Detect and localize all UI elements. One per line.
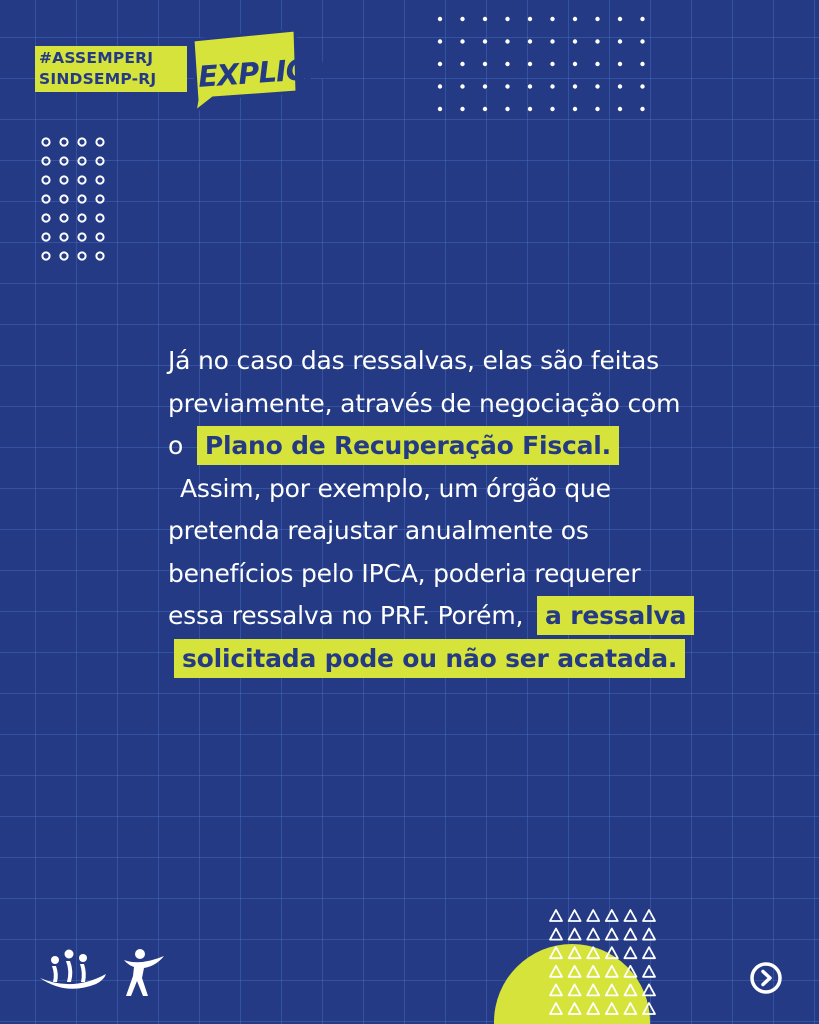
dot <box>640 62 644 66</box>
triangle <box>550 1003 562 1014</box>
dot <box>595 107 599 111</box>
ring <box>78 214 85 221</box>
dot <box>550 17 554 21</box>
triangle <box>606 947 618 958</box>
ring <box>78 138 85 145</box>
triangle <box>550 966 562 977</box>
triangle <box>624 1003 636 1014</box>
dot <box>595 62 599 66</box>
dot <box>640 107 644 111</box>
ring <box>42 157 49 164</box>
triangle <box>624 966 636 977</box>
triangle <box>550 910 562 921</box>
triangle <box>643 966 655 977</box>
dot <box>640 39 644 43</box>
people-group-logo-icon <box>38 946 168 998</box>
ring <box>42 233 49 240</box>
dot <box>528 62 532 66</box>
dot <box>550 62 554 66</box>
triangle <box>587 910 599 921</box>
triangle <box>587 984 599 995</box>
triangle <box>624 984 636 995</box>
hashtag-label: #ASSEMPERJ <box>39 49 154 67</box>
dot <box>483 62 487 66</box>
triangle <box>643 947 655 958</box>
triangle-grid-icon <box>548 908 664 1024</box>
dot <box>528 39 532 43</box>
dot <box>640 84 644 88</box>
ring <box>60 195 67 202</box>
chevron-right-circle-icon[interactable] <box>749 961 783 995</box>
ring <box>96 176 103 183</box>
dot <box>528 84 532 88</box>
ring <box>60 233 67 240</box>
ring <box>96 195 103 202</box>
dot <box>460 107 464 111</box>
dot <box>438 39 442 43</box>
union-label: SINDSEMP-RJ <box>39 70 157 88</box>
triangle <box>550 984 562 995</box>
triangle <box>643 929 655 940</box>
ring <box>78 252 85 259</box>
dot <box>618 39 622 43</box>
triangle <box>643 984 655 995</box>
body-text <box>168 340 688 680</box>
dot <box>550 107 554 111</box>
ring <box>60 138 67 145</box>
dot <box>573 17 577 21</box>
ring <box>78 233 85 240</box>
ring <box>60 176 67 183</box>
dot <box>573 39 577 43</box>
triangle <box>587 947 599 958</box>
dot <box>460 84 464 88</box>
ring <box>60 214 67 221</box>
ring <box>42 195 49 202</box>
ring <box>96 157 103 164</box>
dot <box>438 107 442 111</box>
ring <box>78 195 85 202</box>
dot <box>595 84 599 88</box>
ring <box>60 252 67 259</box>
triangle <box>606 929 618 940</box>
text-segment: Já no caso das ressalvas, elas são feitas previamente, através de negociação com o <box>168 346 681 460</box>
text-segment: Assim, por exemplo, um órgão que pretenda reajustar anualmente os benefícios pelo IPCA, poderia requerer essa ressalva no PRF. Porém, <box>168 473 641 630</box>
brand-tags <box>35 46 187 92</box>
triangle <box>643 1003 655 1014</box>
triangle <box>624 929 636 940</box>
triangle <box>624 947 636 958</box>
triangle <box>569 929 581 940</box>
circle-grid-icon <box>40 136 106 261</box>
dot <box>528 17 532 21</box>
dot <box>640 17 644 21</box>
dot <box>483 39 487 43</box>
dot <box>438 17 442 21</box>
dot <box>483 107 487 111</box>
ring <box>60 157 67 164</box>
ring <box>42 138 49 145</box>
triangle <box>569 984 581 995</box>
triangle <box>569 910 581 921</box>
dot <box>618 62 622 66</box>
highlight-segment: Plano de Recuperação Fiscal. <box>197 426 619 465</box>
ring <box>42 176 49 183</box>
dot <box>595 39 599 43</box>
triangle <box>606 910 618 921</box>
ring <box>96 214 103 221</box>
ring <box>42 214 49 221</box>
dot <box>460 39 464 43</box>
dot <box>460 17 464 21</box>
ring <box>96 233 103 240</box>
dot <box>460 62 464 66</box>
triangle <box>569 966 581 977</box>
dot <box>573 84 577 88</box>
dot <box>438 62 442 66</box>
dot <box>483 17 487 21</box>
triangle <box>606 984 618 995</box>
triangle <box>587 929 599 940</box>
dot <box>550 39 554 43</box>
triangle <box>643 910 655 921</box>
dot <box>595 17 599 21</box>
triangle <box>569 947 581 958</box>
dot <box>505 17 509 21</box>
triangle <box>624 910 636 921</box>
triangle <box>587 1003 599 1014</box>
triangle <box>550 947 562 958</box>
triangle <box>606 1003 618 1014</box>
dot <box>573 107 577 111</box>
ring <box>42 252 49 259</box>
dot <box>573 62 577 66</box>
dot <box>618 107 622 111</box>
explica-label: EXPLICA <box>196 50 329 94</box>
dot <box>618 84 622 88</box>
ring <box>78 176 85 183</box>
dot <box>618 17 622 21</box>
triangle <box>550 929 562 940</box>
triangle <box>587 966 599 977</box>
dot <box>550 84 554 88</box>
dot <box>483 84 487 88</box>
dot-grid-icon <box>437 16 647 116</box>
dot <box>505 39 509 43</box>
dot <box>438 84 442 88</box>
dot <box>505 107 509 111</box>
highlight-segment: a ressalva solicitada pode ou não ser acatada. <box>174 596 694 678</box>
ring <box>78 157 85 164</box>
ring <box>96 252 103 259</box>
ring <box>96 138 103 145</box>
dot <box>505 62 509 66</box>
triangle <box>569 1003 581 1014</box>
triangle <box>606 966 618 977</box>
dot <box>528 107 532 111</box>
dot <box>505 84 509 88</box>
